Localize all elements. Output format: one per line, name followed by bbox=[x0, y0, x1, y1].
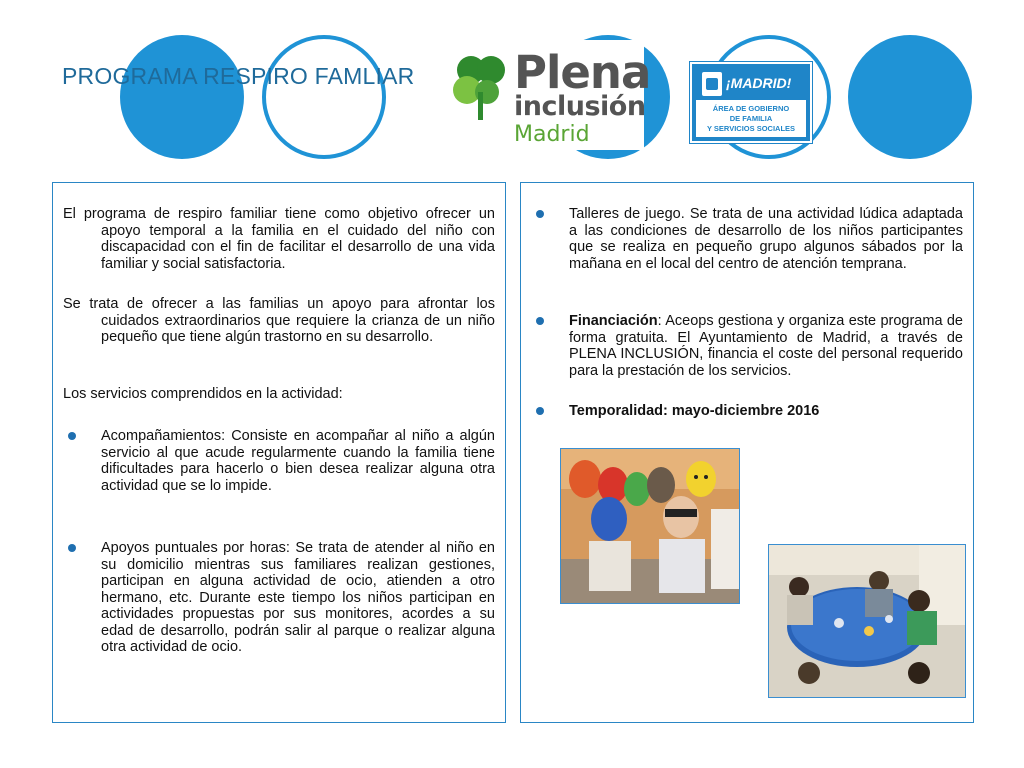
support-paragraph: Se trata de ofrecer a las familias un apoyo para afrontar los cuidados extraordinarios que requiere la crianza de un niño pequeño que tiene algún trastorno en su desarrollo. bbox=[63, 296, 495, 345]
plena-sub: inclusión bbox=[514, 91, 646, 122]
bullet-icon bbox=[68, 544, 76, 552]
plena-word: Plena bbox=[514, 46, 651, 99]
bullet-icon bbox=[536, 407, 544, 415]
list-item: Financiación: Aceops gestiona y organiza este programa de forma gratuita. El Ayuntamiento de Madrid, a través de PLENA INCLUSIÓN, financia el coste del personal requerido para la prestación de los servicios. bbox=[531, 313, 963, 379]
list-item: Apoyos puntuales por horas: Se trata de atender al niño en su domicilio mientras sus familiares realizan gestiones, participan en alguna actividad de ocio, atienden a otro hermano, etc. Durante este tiempo los niños participan en actividades propuestas por sus monitores, acordes a su edad de desarrollo, podrán salir al parque o realizar alguna otra actividad de ocio. bbox=[63, 540, 495, 656]
madrid-logo bbox=[690, 62, 812, 143]
plena-inclusion-logo bbox=[448, 40, 651, 150]
services-heading: Los servicios comprendidos en la actividad: bbox=[63, 386, 343, 402]
list-item: Talleres de juego. Se trata de una actividad lúdica adaptada a las condiciones de desarrollo de los niños participantes que se realiza en pequeño grupo algunos sábados por la mañana en el local del centro de atención temprana. bbox=[531, 206, 963, 272]
decor-ring-1 bbox=[262, 35, 386, 159]
bullet-icon bbox=[68, 432, 76, 440]
left-panel bbox=[52, 182, 506, 723]
plena-city: Madrid bbox=[514, 122, 590, 147]
bullet-icon bbox=[536, 317, 544, 325]
madrid-crest-icon bbox=[702, 72, 722, 96]
intro-paragraph: El programa de respiro familiar tiene como objetivo ofrecer un apoyo temporal a la familia en el cuidado del niño con discapacidad con el fin de facilitar el desarrollo de una vida familiar y social satisfactoria. bbox=[63, 206, 495, 272]
madrid-word: ¡MADRID! bbox=[726, 75, 792, 91]
table-photo bbox=[768, 544, 966, 698]
page-title: PROGRAMA RESPIRO FAMLIAR bbox=[62, 63, 415, 89]
list-item: Temporalidad: mayo-diciembre 2016 bbox=[531, 403, 963, 420]
decor-circle-1 bbox=[120, 35, 244, 159]
decor-circle-3 bbox=[848, 35, 972, 159]
clover-icon bbox=[450, 52, 512, 122]
bullet-icon bbox=[536, 210, 544, 218]
list-item: Acompañamientos: Consiste en acompañar al niño a algún servicio al que acude regularmente cuando la familia tiene dificultades para hacerlo o bien desea realizar alguna otra actividad que se lo impide. bbox=[63, 428, 495, 494]
masks-photo bbox=[560, 448, 740, 604]
madrid-area-text: ÁREA DE GOBIERNO DE FAMILIA Y SERVICIOS SOCIALES bbox=[706, 104, 796, 133]
